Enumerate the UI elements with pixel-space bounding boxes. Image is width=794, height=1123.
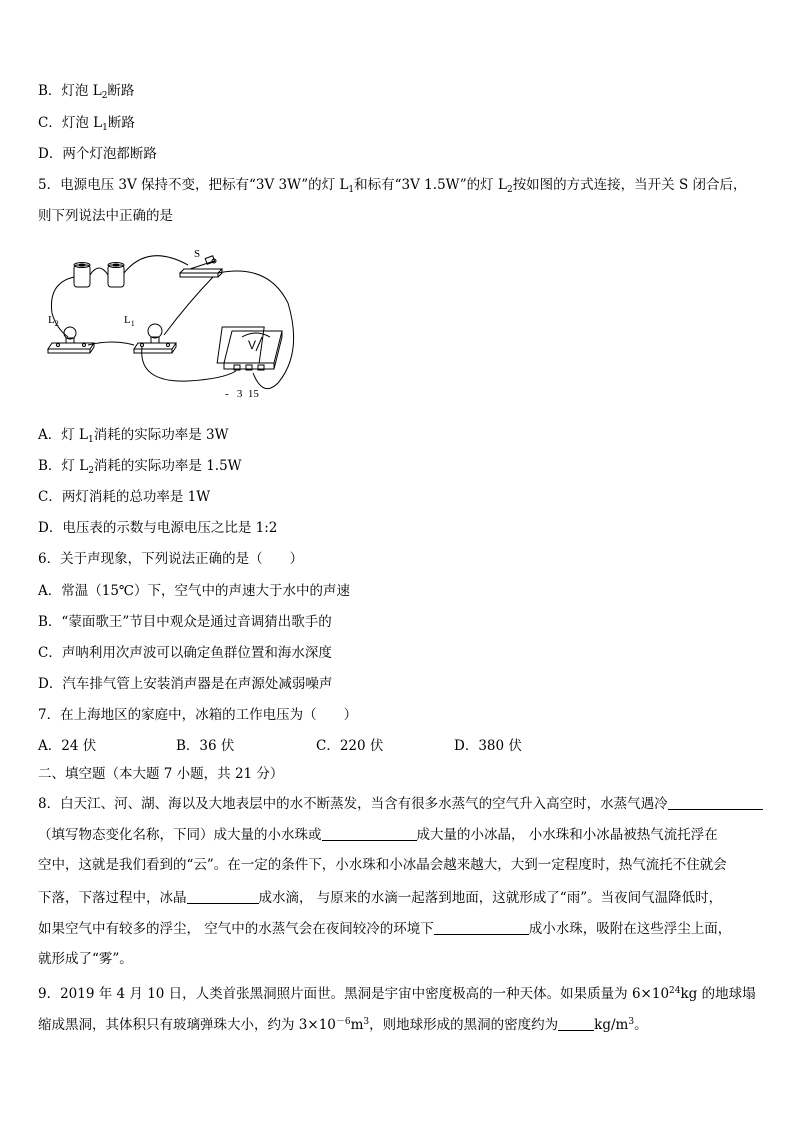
q5-option-c: C．两灯消耗的总功率是 1W [38,489,211,505]
voltmeter-symbol: V [248,338,257,352]
q6-stem: 6．关于声现象，下列说法正确的是（ ） [38,551,304,567]
q8-line4: 下落，下落过程中，冰晶 成水滴， 与原来的水滴一起落到地面，这就形成了“雨”。当夜间气温降低时， [38,890,723,906]
q6-option-c: C．声呐利用次声波可以确定鱼群位置和海水深度 [38,645,332,661]
q8-blank-4[interactable] [434,920,529,935]
bulb-l1-label: $L_1$ [124,314,135,328]
q5-stem-line2: 则下列说法中正确的是 [38,208,173,224]
switch-label: S [194,248,201,260]
q7-option-a: A．24 伏 [38,738,97,754]
q4-option-d: D．两个灯泡都断路 [38,146,157,162]
bulb-l2-label: $L_2$ [48,314,59,328]
q8-line6: 就形成了“雾”。 [38,951,133,967]
q7-option-d: D．380 伏 [454,738,522,754]
q7-option-c: C．220 伏 [316,738,384,754]
q8-line1: 8．白天江、河、湖、海以及大地表层中的水不断蒸发，当含有很多水蒸气的空气升入高空时，水蒸气遇冷 [38,795,763,812]
q5-option-d: D．电压表的示数与电源电压之比是 1:2 [38,520,278,536]
q8-line2: （填写物态变化名称，下同）成大量的小水珠或 成大量的小冰晶， 小水珠和小冰晶被热气流托浮在 [38,827,718,843]
q4-option-c: C．灯泡 $L_1$断路 [38,115,135,133]
q6-option-a: A．常温（15℃）下，空气中的声速大于水中的声速 [38,583,351,599]
q9-line1: 9．2019 年 4 月 10 日，人类首张黑洞照片面世。黑洞是宇宙中密度极高的一种天体。如果质量为 $6\times 10^{24}kg$ 的地球塌 [38,986,756,1002]
q8-blank-3[interactable] [187,889,259,904]
bulb-l2 [48,327,94,353]
voltmeter-terminals: - 3 15 [225,388,259,400]
q9-line2: 缩成黑洞，其体积只有玻璃弹珠大小，约为 $3\times 10^{-6}m^3$，则地球形成的黑洞的密度约为 $kg/m^3$。 [38,1017,648,1033]
q5-option-b: B．灯 $L_2$消耗的实际功率是 1.5W [38,458,242,476]
section-heading: 二、填空题（本大题 7 小题，共 21 分） [38,766,284,782]
q7-options [38,738,522,754]
q8-line3: 空中，这就是我们看到的“云”。在一定的条件下，小水珠和小冰晶会越来越大，大到一定程度时，热气流托不住就会 [38,857,727,873]
q6-option-b: B．“蒙面歌王”节目中观众是通过音调猜出歌手的 [38,614,332,630]
q4-option-b: B．灯泡 $L_2$断路 [38,83,135,101]
battery-cell-1 [74,263,90,288]
q7-stem: 7．在上海地区的家庭中，冰箱的工作电压为（ ） [38,707,358,723]
q5-option-a: A．灯 $L_1$消耗的实际功率是 3W [38,427,229,445]
q8-line5: 如果空气中有较多的浮尘， 空气中的水蒸气会在夜间较冷的环境下 成小水珠，吸附在这些浮尘上面， [38,921,732,937]
q6-option-d: D．汽车排气管上安装消声器是在声源处减弱噪声 [38,676,333,692]
battery-cell-2 [108,263,124,288]
q8-blank-1[interactable] [668,795,763,810]
q8-blank-2[interactable] [322,826,417,841]
q7-option-b: B．36 伏 [176,738,235,754]
q9-blank[interactable] [558,1016,594,1031]
bulb-l1 [134,324,176,353]
switch [180,256,222,277]
q5-stem-line1: 5．电源电压 3V 保持不变，把标有“3V 3W”的灯 $L_1$和标有“3V 1.5W”的灯 $L_2$按如图的方式连接，当开关 S 闭合后， [38,177,747,195]
circuit-diagram [38,243,298,403]
